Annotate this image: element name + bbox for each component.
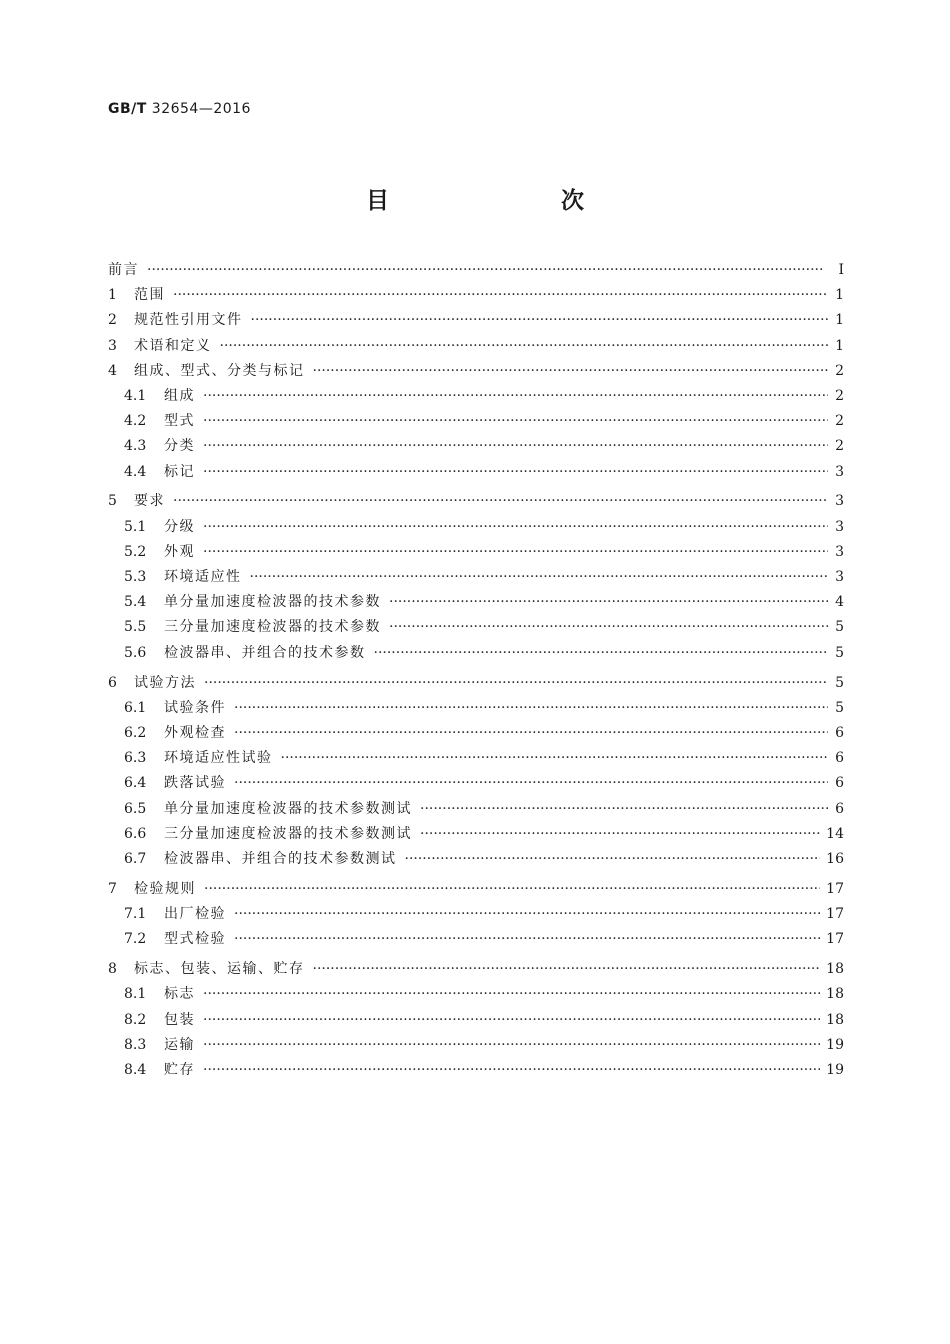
toc-entry-page: 3: [835, 518, 844, 535]
toc-entry-label: 包装: [164, 1011, 195, 1028]
toc-entry-page: Ⅰ: [838, 262, 844, 278]
toc-entry[interactable]: [108, 957, 844, 982]
toc-entry-number: 6.3: [124, 750, 147, 767]
toc-entry-page: 3: [835, 493, 844, 510]
toc-dot-leader: [234, 696, 828, 721]
toc-entry[interactable]: [108, 1058, 844, 1083]
toc-entry-number: 2: [108, 312, 117, 329]
toc-entry[interactable]: [108, 590, 844, 615]
toc-entry[interactable]: [108, 822, 844, 847]
toc-entry-label: 检波器串、并组合的技术参数: [164, 644, 366, 661]
toc-entry[interactable]: [108, 565, 844, 590]
toc-entry-page: 6: [835, 775, 844, 792]
toc-dot-leader: [173, 489, 828, 514]
toc-entry-number: 6.7: [124, 850, 147, 867]
toc-entry[interactable]: [108, 877, 844, 902]
toc-entry-number: 5: [108, 493, 117, 510]
toc-entry-page: 5: [835, 699, 844, 716]
toc-dot-leader: [405, 847, 821, 872]
toc-entry-number: 8.4: [124, 1062, 147, 1078]
toc-entry[interactable]: [108, 746, 844, 771]
toc-entry-page: 19: [826, 1062, 844, 1078]
toc-dot-leader: [203, 434, 828, 459]
toc-entry-page: 18: [826, 961, 844, 978]
toc-entry-label: 型式检验: [164, 931, 226, 948]
toc-entry-label: 试验方法: [134, 674, 196, 691]
toc-entry-page: 1: [835, 287, 844, 304]
toc-entry[interactable]: [108, 797, 844, 822]
toc-entry[interactable]: [108, 515, 844, 540]
toc-entry-label: 前言: [108, 262, 139, 278]
toc-dot-leader: [203, 460, 828, 485]
toc-entry-label: 单分量加速度检波器的技术参数: [164, 594, 381, 611]
toc-entry[interactable]: [108, 384, 844, 409]
toc-entry-number: 4.4: [124, 463, 147, 480]
table-of-contents: [108, 258, 844, 1083]
toc-entry-label: 三分量加速度检波器的技术参数测试: [164, 825, 412, 842]
toc-entry[interactable]: [108, 540, 844, 565]
toc-entry[interactable]: [108, 696, 844, 721]
toc-entry-page: 5: [835, 619, 844, 636]
toc-entry-label: 单分量加速度检波器的技术参数测试: [164, 800, 412, 817]
toc-entry[interactable]: [108, 1033, 844, 1058]
toc-entry-page: 18: [826, 986, 844, 1003]
toc-dot-leader: [234, 927, 820, 952]
toc-entry-label: 型式: [164, 413, 195, 430]
toc-entry-label: 检验规则: [134, 880, 196, 897]
toc-dot-leader: [220, 334, 829, 359]
toc-entry-page: 2: [835, 413, 844, 430]
toc-entry-number: 6.2: [124, 724, 147, 741]
toc-entry-number: 7.1: [124, 906, 147, 923]
toc-dot-leader: [374, 641, 829, 666]
toc-entry-label: 规范性引用文件: [134, 312, 243, 329]
toc-entry-page: 3: [835, 569, 844, 586]
toc-entry-label: 组成: [164, 387, 195, 404]
toc-entry-page: 17: [826, 906, 844, 923]
toc-entry-page: 17: [826, 880, 844, 897]
toc-entry-label: 分级: [164, 518, 195, 535]
toc-entry[interactable]: [108, 615, 844, 640]
toc-entry-number: 6: [108, 674, 117, 691]
toc-entry-number: 5.6: [124, 644, 147, 661]
toc-entry-label: 三分量加速度检波器的技术参数: [164, 619, 381, 636]
toc-entry-label: 出厂检验: [164, 906, 226, 923]
toc-entry[interactable]: [108, 902, 844, 927]
toc-entry[interactable]: [108, 1008, 844, 1033]
toc-entry-label: 标记: [164, 463, 195, 480]
toc-entry-number: 3: [108, 337, 117, 354]
toc-entry[interactable]: [108, 489, 844, 514]
toc-dot-leader: [203, 384, 828, 409]
toc-entry-number: 6.4: [124, 775, 147, 792]
toc-entry[interactable]: [108, 641, 844, 666]
toc-entry-page: 16: [826, 850, 844, 867]
toc-entry-label: 检波器串、并组合的技术参数测试: [164, 850, 397, 867]
toc-entry-number: 5.3: [124, 569, 147, 586]
toc-entry-page: 3: [835, 463, 844, 480]
toc-entry-label: 环境适应性: [164, 569, 242, 586]
toc-dot-leader: [389, 590, 828, 615]
toc-dot-leader: [250, 565, 829, 590]
toc-dot-leader: [147, 258, 828, 283]
toc-entry-page: 18: [826, 1011, 844, 1028]
toc-entry[interactable]: [108, 308, 844, 333]
standard-code: [108, 101, 251, 117]
toc-entry-label: 要求: [134, 493, 165, 510]
toc-dot-leader: [203, 1033, 820, 1058]
toc-entry-label: 贮存: [164, 1062, 195, 1078]
toc-entry-page: 6: [835, 800, 844, 817]
toc-entry-label: 标志: [164, 986, 195, 1003]
toc-entry[interactable]: [108, 359, 844, 384]
toc-entry-number: 4.3: [124, 438, 147, 455]
toc-entry-label: 组成、型式、分类与标记: [134, 362, 305, 379]
toc-entry-page: 14: [826, 825, 844, 842]
toc-entry-number: 6.6: [124, 825, 147, 842]
toc-entry[interactable]: [108, 771, 844, 796]
toc-entry[interactable]: [108, 434, 844, 459]
toc-entry-number: 4.1: [124, 387, 147, 404]
standard-prefix: GB/T: [108, 101, 147, 117]
toc-entry[interactable]: [108, 334, 844, 359]
toc-entry[interactable]: [108, 927, 844, 952]
toc-entry-page: 19: [826, 1036, 844, 1053]
toc-entry-page: 2: [835, 362, 844, 379]
toc-entry-number: 5.1: [124, 518, 147, 535]
toc-entry-number: 8: [108, 961, 117, 978]
toc-dot-leader: [281, 746, 829, 771]
toc-dot-leader: [203, 409, 828, 434]
standard-number: 32654—2016: [151, 101, 251, 117]
toc-dot-leader: [203, 515, 828, 540]
toc-entry-label: 跌落试验: [164, 775, 226, 792]
toc-entry-label: 术语和定义: [134, 337, 212, 354]
toc-entry-number: 4: [108, 362, 117, 379]
toc-entry-label: 范围: [134, 287, 165, 304]
toc-entry[interactable]: [108, 982, 844, 1007]
toc-entry-label: 分类: [164, 438, 195, 455]
toc-dot-leader: [234, 771, 828, 796]
toc-dot-leader: [313, 957, 821, 982]
toc-dot-leader: [251, 308, 829, 333]
toc-entry-number: 7.2: [124, 931, 147, 948]
toc-entry-page: 6: [835, 750, 844, 767]
toc-dot-leader: [204, 671, 828, 696]
toc-entry-page: 2: [835, 387, 844, 404]
toc-entry[interactable]: [108, 671, 844, 696]
toc-dot-leader: [204, 877, 820, 902]
toc-dot-leader: [389, 615, 828, 640]
toc-entry[interactable]: [108, 258, 844, 283]
toc-dot-leader: [313, 359, 829, 384]
toc-dot-leader: [420, 797, 828, 822]
toc-entry-number: 5.5: [124, 619, 147, 636]
toc-entry-page: 5: [835, 674, 844, 691]
toc-entry-page: 6: [835, 724, 844, 741]
toc-entry-page: 1: [835, 312, 844, 329]
toc-dot-leader: [234, 721, 828, 746]
toc-entry-number: 6.1: [124, 699, 147, 716]
toc-entry-number: 8.3: [124, 1036, 147, 1053]
toc-entry-number: 6.5: [124, 800, 147, 817]
toc-entry-label: 试验条件: [164, 699, 226, 716]
toc-entry-label: 运输: [164, 1036, 195, 1053]
toc-entry[interactable]: [108, 409, 844, 434]
toc-entry-label: 环境适应性试验: [164, 750, 273, 767]
toc-entry-number: 7: [108, 880, 117, 897]
toc-dot-leader: [234, 902, 820, 927]
toc-entry-page: 5: [835, 644, 844, 661]
toc-entry-page: 1: [835, 337, 844, 354]
toc-entry-number: 8.2: [124, 1011, 147, 1028]
toc-entry-number: 8.1: [124, 986, 147, 1003]
toc-dot-leader: [203, 540, 828, 565]
toc-entry-label: 外观: [164, 543, 195, 560]
toc-entry[interactable]: [108, 847, 844, 872]
toc-entry-page: 17: [826, 931, 844, 948]
toc-dot-leader: [420, 822, 820, 847]
toc-entry-label: 标志、包装、运输、贮存: [134, 961, 305, 978]
toc-entry[interactable]: [108, 283, 844, 308]
toc-entry-page: 3: [835, 543, 844, 560]
toc-entry[interactable]: [108, 721, 844, 746]
toc-dot-leader: [173, 283, 828, 308]
toc-entry-number: 5.4: [124, 594, 147, 611]
toc-entry-number: 4.2: [124, 413, 147, 430]
toc-entry-label: 外观检查: [164, 724, 226, 741]
toc-entry-number: 1: [108, 287, 117, 304]
toc-dot-leader: [203, 1008, 820, 1033]
page-title: 目 次: [366, 188, 626, 214]
toc-dot-leader: [203, 1058, 820, 1083]
toc-entry-page: 2: [835, 438, 844, 455]
toc-entry-number: 5.2: [124, 543, 147, 560]
toc-dot-leader: [203, 982, 820, 1007]
toc-entry[interactable]: [108, 460, 844, 485]
toc-entry-page: 4: [835, 594, 844, 611]
